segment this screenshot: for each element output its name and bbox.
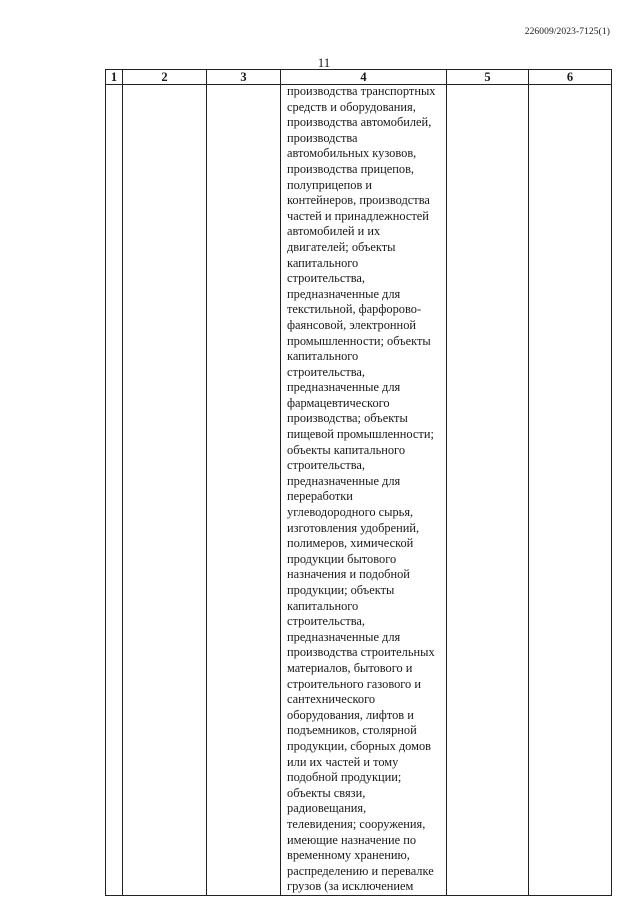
- column-header-5: 5: [447, 70, 529, 85]
- document-number: 226009/2023-7125(1): [524, 27, 610, 37]
- table-row: [106, 85, 612, 896]
- cell-col-6: [529, 85, 612, 896]
- cell-col-1: [106, 85, 123, 896]
- column-header-3: 3: [207, 70, 281, 85]
- cell-col-3: [207, 85, 281, 896]
- cell-col-4-text: производства транспортных средств и оборудования, производства автомобилей, производства автомобильных кузовов, производства прицепов, полуприцепов и контейнеров, производства частей и принадлежностей автомобилей и их двигателей; объекты капитального строительства, предназначенные для текстильной, фарфорово- фаянсовой, электронной промышленности; объекты капитального строительства, предназначенные для фармацевтического производства; объекты пищевой промышленности; объекты капитального строительства, предназначенные для переработки углеводородного сырья, изготовления удобрений, полимеров, химической продукции бытового назначения и подобной продукции; объекты капитального строительства, предназначенные для производства строительных материалов, бытового и строительного газового и сантехнического оборудования, лифтов и подъемников, столярной продукции, сборных домов или их частей и тому подобной продукции; объекты связи, радиовещания, телевидения; сооружения, имеющие назначение по временному хранению, распределению и перевалке грузов (за исключением: [287, 84, 436, 894]
- cell-col-2: [123, 85, 207, 896]
- column-header-1: 1: [106, 70, 123, 85]
- cell-col-5: [447, 85, 529, 896]
- column-header-4: 4: [281, 70, 447, 85]
- data-table: [105, 69, 612, 896]
- column-header-6: 6: [529, 70, 612, 85]
- column-header-2: 2: [123, 70, 207, 85]
- page-number: 11: [317, 55, 331, 70]
- cell-col-4: [281, 85, 447, 896]
- table-header-row: [106, 70, 612, 85]
